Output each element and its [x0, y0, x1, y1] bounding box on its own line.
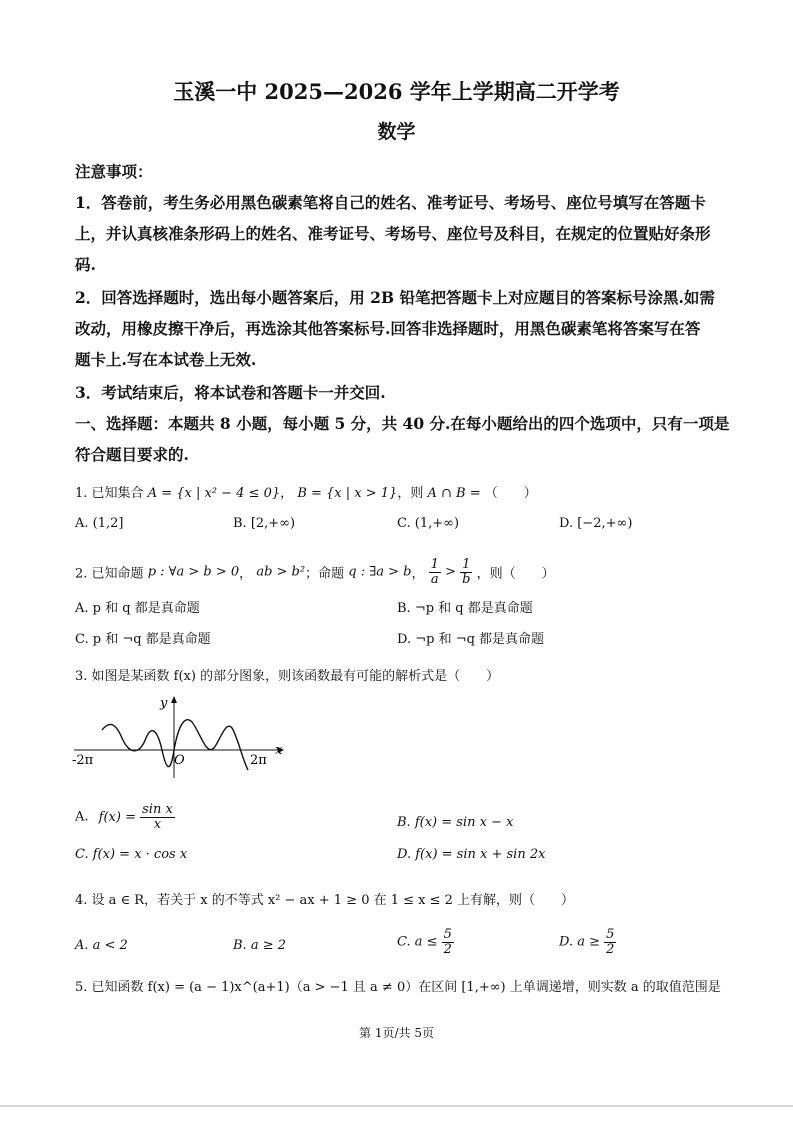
section1-heading-line2: 符合题目要求的. [75, 445, 189, 464]
q2-prop-p: p : ∀a > b > 0 [147, 564, 240, 580]
q1-blank: （ ） [484, 486, 537, 501]
question-2-stem [75, 558, 555, 586]
q1-set-b: B = {x | x > 1} [297, 486, 398, 501]
question-4-stem: 4. 设 a ∈ R，若关于 x 的不等式 x² − ax + 1 ≥ 0 在 1 ≤ x ≤ 2 上有解，则（ ） [75, 893, 575, 908]
q4-option-c [397, 928, 454, 956]
origin-label: O [174, 753, 185, 768]
q4-opt-d-den: 2 [606, 941, 615, 957]
section1-heading-line1: 一、选择题：本题共 8 小题，每小题 5 分，共 40 分.在每小题给出的四个选项中，只有一项是 [75, 414, 730, 433]
q2-frac1-num: 1 [430, 557, 439, 572]
neg-2pi-label: -2π [72, 753, 94, 768]
q1-set-a: A = {x | x² − 4 ≤ 0} [147, 486, 281, 501]
question-3-stem: 3. 如图是某函数 f(x) 的部分图象，则该函数最有可能的解析式是（ ） [75, 669, 500, 684]
q3-option-b: B. f(x) = sin x − x [397, 815, 514, 830]
x-label: x [275, 743, 283, 758]
q4-option-a: A. a < 2 [75, 938, 128, 953]
q4-opt-d-fraction [604, 928, 616, 956]
q1-prefix: 1. 已知集合 [75, 486, 144, 501]
notice-item2-line3: 题卡上.写在本试卷上无效. [75, 350, 257, 369]
q3-function-graph [70, 692, 290, 780]
notice-heading: 注意事项： [75, 162, 153, 181]
q2-frac1-den: a [430, 571, 439, 587]
q1-option-d: D. [−2,+∞) [559, 516, 633, 531]
q3-opt-a-num: sin x [142, 802, 173, 817]
q1-separator: ， [280, 486, 294, 501]
q2-frac2-num: 1 [460, 558, 472, 573]
pos-2pi-label: 2π [250, 753, 267, 768]
q4-option-d [559, 928, 616, 956]
q1-suffix: ，则 [397, 486, 424, 501]
q4-opt-c-prefix: C. a ≤ [397, 934, 438, 950]
q4-opt-d-num: 5 [606, 927, 615, 942]
q1-ask: A ∩ B = [427, 486, 481, 501]
q2-fraction-1-over-b [460, 558, 472, 586]
q4-opt-c-num: 5 [443, 927, 452, 942]
subject-title: 数学 [377, 121, 416, 143]
q1-option-b: B. [2,+∞) [233, 516, 296, 531]
page-footer: 第 1页/共 5页 [359, 1026, 434, 1040]
q3-option-d: D. f(x) = sin x + sin 2x [397, 847, 546, 862]
notice-item2-line1: 2．回答选择题时，选出每小题答案后，用 2B 铅笔把答题卡上对应题目的答案标号涂黑.如需 [75, 288, 715, 307]
q2-option-d: D. ¬p 和 ¬q 都是真命题 [397, 632, 545, 647]
q2-comma2: ， [411, 566, 425, 582]
y-label: y [160, 696, 168, 711]
q3-opt-a-den: x [153, 816, 162, 832]
q2-option-c: C. p 和 ¬q 都是真命题 [75, 632, 211, 647]
q2-prop-p-conclusion: ab > b² [256, 564, 306, 580]
q2-option-b: B. ¬p 和 q 都是真命题 [397, 601, 533, 616]
notice-item1-line1: 1．答卷前，考生务必用黑色碳素笔将自己的姓名、准考证号、考场号、座位号填写在答题卡 [75, 193, 706, 212]
q2-fraction-1-over-a [429, 558, 441, 586]
q3-option-c: C. f(x) = x · cos x [75, 847, 188, 862]
q3-option-a [75, 803, 175, 831]
q3-opt-a-fraction [140, 803, 175, 831]
q1-option-a: A. (1,2] [75, 516, 124, 531]
notice-item1-line2: 上，并认真核准条形码上的姓名、准考证号、考场号、座位号及科目，在规定的位置贴好条形 [75, 224, 711, 243]
q2-option-a: A. p 和 q 都是真命题 [75, 601, 200, 616]
q2-gt: > [445, 564, 456, 580]
q4-opt-c-den: 2 [443, 941, 452, 957]
q2-prefix: 2. 已知命题 [75, 566, 144, 582]
question-5-stem: 5. 已知函数 f(x) = (a − 1)x^(a+1)（a > −1 且 a ≠ 0）在区间 [1,+∞) 上单调递增，则实数 a 的取值范围是 [75, 980, 721, 995]
q1-option-c: C. (1,+∞) [397, 516, 460, 531]
y-axis-arrow [171, 696, 177, 703]
question-1-stem [75, 482, 537, 501]
q3-opt-a-lhs: f(x) = [98, 809, 136, 825]
notice-item2-line2: 改动，用橡皮擦干净后，再选涂其他答案标号.回答非选择题时，用黑色碳素笔将答案写在答 [75, 319, 701, 338]
notice-item1-line3: 码. [75, 255, 96, 274]
page-bottom-divider [0, 1105, 793, 1107]
notice-item3: 3．考试结束后，将本试卷和答题卡一并交回. [75, 383, 386, 402]
q2-prop-q: q : ∃a > b [348, 564, 412, 580]
q2-suffix: ，则（ ） [476, 566, 555, 582]
q4-opt-c-fraction [442, 928, 454, 956]
q4-opt-d-prefix: D. a ≥ [559, 934, 600, 950]
q2-comma1: ， [239, 566, 253, 582]
q4-option-b: B. a ≥ 2 [233, 938, 286, 953]
q3-opt-a-letter: A. [75, 809, 89, 825]
q2-semicolon: ；命题 [305, 566, 345, 582]
exam-title: 玉溪一中 2025—2026 学年上学期高二开学考 [173, 79, 620, 104]
q2-frac2-den: b [462, 571, 471, 587]
